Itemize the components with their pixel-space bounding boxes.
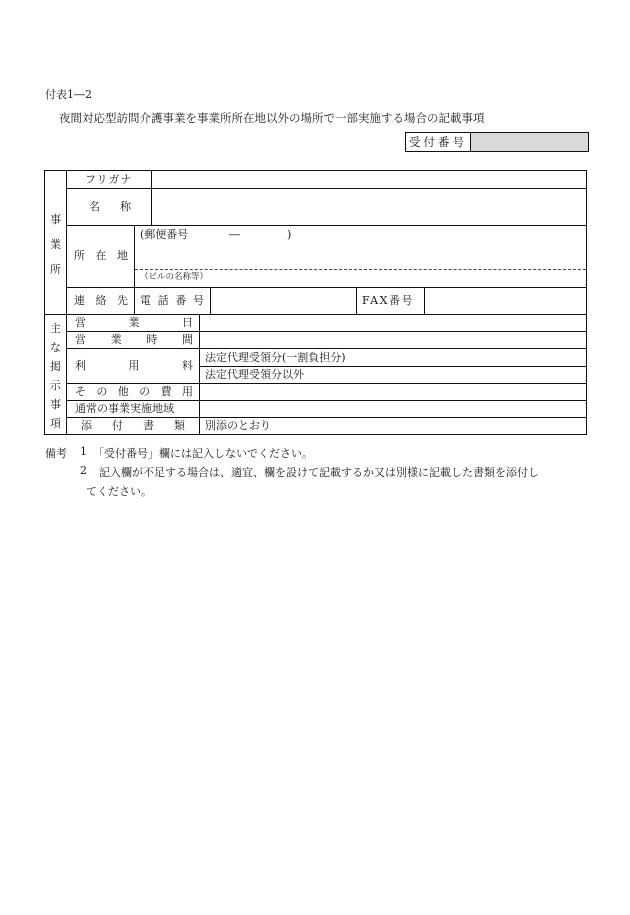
business-hours-char-3: 時 xyxy=(146,333,158,346)
contact-label-char-2: 絡 xyxy=(95,294,107,307)
receipt-number-label: 受付番号 xyxy=(406,133,471,151)
business-hours-char-1: 営 xyxy=(75,333,86,346)
note-1-text: 「受付番号」欄には記入しないでください。 xyxy=(93,447,313,460)
fax-label: FAX番号 xyxy=(362,294,414,307)
fax-input[interactable] xyxy=(425,288,586,313)
items-group-char-2: な xyxy=(50,341,61,354)
other-fees-label xyxy=(75,385,193,398)
business-days-label xyxy=(75,316,193,329)
postal-code-dash: ― xyxy=(229,228,240,241)
office-group-label xyxy=(45,211,66,277)
name-input[interactable] xyxy=(152,189,586,224)
items-group-char-1: 主 xyxy=(50,322,61,335)
note-2-text-line-1: 記入欄が不足する場合は、適宜、欄を設けて記載するか又は別様に記載した書類を添付し xyxy=(99,466,539,479)
business-days-char-3: 日 xyxy=(182,316,193,329)
service-area-input[interactable] xyxy=(200,401,586,416)
contact-divider-1 xyxy=(134,287,135,314)
contact-label-char-1: 連 xyxy=(74,294,85,307)
usage-fee-char-2: 用 xyxy=(128,359,140,372)
receipt-number-field[interactable] xyxy=(471,133,588,151)
attachments-char-2: 付 xyxy=(112,419,123,432)
attachments-char-4: 類 xyxy=(174,419,185,432)
business-hours-char-4: 間 xyxy=(181,333,193,346)
other-fees-char-5: 費 xyxy=(160,385,172,398)
phone-label-char-3: 番 xyxy=(175,294,187,307)
contact-label-char-3: 先 xyxy=(117,294,128,307)
postal-code-open: (郵便番号 xyxy=(140,228,189,241)
items-group-char-6: 項 xyxy=(50,417,61,430)
address-label-char-1: 所 xyxy=(74,249,85,262)
row-line-2 xyxy=(66,225,586,226)
building-name-note: （ビルの名称等） xyxy=(140,272,209,282)
items-group-char-5: 事 xyxy=(50,398,61,411)
group-column-divider xyxy=(66,171,67,434)
business-days-char-2: 業 xyxy=(128,316,140,329)
office-group-char-1: 事 xyxy=(50,213,61,226)
other-fees-char-2: の xyxy=(96,385,108,398)
notes-label: 備考 xyxy=(45,447,67,460)
address-label-char-3: 地 xyxy=(117,249,128,262)
office-group-char-2: 業 xyxy=(50,238,61,251)
form-table xyxy=(44,170,587,435)
building-dashed-line xyxy=(135,269,586,270)
row-line-6 xyxy=(66,348,586,349)
service-area-label: 通常の事業実施地域 xyxy=(75,402,174,415)
row-line-10 xyxy=(66,417,586,418)
name-label xyxy=(89,200,131,213)
usage-fee-char-1: 利 xyxy=(75,359,86,372)
phone-label-char-4: 号 xyxy=(192,294,204,307)
business-days-char-1: 営 xyxy=(75,316,86,329)
other-fees-char-3: 他 xyxy=(117,385,129,398)
row-line-7 xyxy=(199,366,586,367)
note-2-text-line-2: てください。 xyxy=(86,485,152,498)
usage-fee-char-3: 料 xyxy=(182,359,193,372)
receipt-number-box xyxy=(405,132,589,152)
business-hours-label xyxy=(75,333,193,346)
phone-label xyxy=(140,294,204,307)
attachments-value: 別添のとおり xyxy=(205,419,271,432)
furigana-input[interactable] xyxy=(152,172,586,187)
attachments-char-1: 添 xyxy=(81,419,92,432)
document-number-label: 付表1―2 xyxy=(45,88,92,101)
attachments-label xyxy=(81,419,185,432)
furigana-label: フリガナ xyxy=(85,173,133,186)
phone-input[interactable] xyxy=(211,288,355,313)
name-label-char-2: 称 xyxy=(120,200,131,213)
items-group-char-3: 掲 xyxy=(50,360,61,373)
office-group-char-3: 所 xyxy=(50,263,61,276)
contact-label xyxy=(74,294,128,307)
main-items-group-label xyxy=(45,320,66,431)
contact-divider-3 xyxy=(356,287,357,314)
other-fees-char-4: の xyxy=(139,385,151,398)
phone-label-char-2: 話 xyxy=(157,294,169,307)
business-hours-char-2: 業 xyxy=(110,333,122,346)
other-fees-char-6: 用 xyxy=(181,385,193,398)
other-fees-char-1: そ xyxy=(75,385,86,398)
fee-statutory-other: 法定代理受領分以外 xyxy=(205,368,304,381)
note-2-number: 2 xyxy=(80,464,87,477)
address-divider xyxy=(134,225,135,287)
business-hours-input[interactable] xyxy=(200,332,586,347)
document-title: 夜間対応型訪問介護事業を事業所所在地以外の場所で一部実施する場合の記載事項 xyxy=(59,111,485,125)
attachments-char-3: 書 xyxy=(143,419,154,432)
usage-fee-label xyxy=(75,359,193,372)
phone-label-char-1: 電 xyxy=(140,294,151,307)
other-fees-input[interactable] xyxy=(200,384,586,399)
fee-statutory-one-tenth: 法定代理受領分(一割負担分) xyxy=(205,351,346,364)
name-label-char-1: 名 xyxy=(89,200,100,213)
items-group-char-4: 示 xyxy=(50,379,61,392)
note-1-number: 1 xyxy=(80,445,87,458)
business-days-input[interactable] xyxy=(200,315,586,330)
address-label xyxy=(74,249,128,262)
address-label-char-2: 在 xyxy=(95,249,107,262)
postal-code-close: ) xyxy=(287,228,292,241)
